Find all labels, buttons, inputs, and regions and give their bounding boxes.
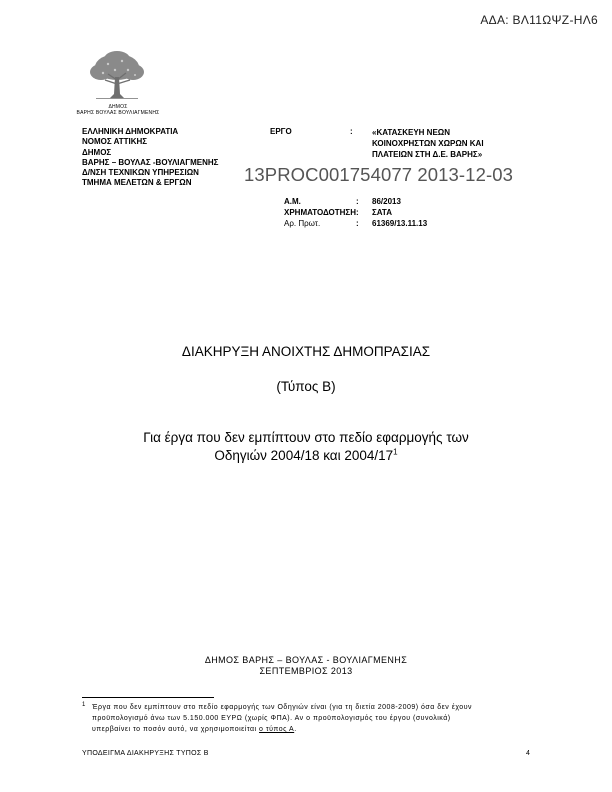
- footnote: [82, 702, 532, 735]
- logo-caption: [66, 104, 170, 116]
- document-title: ΔΙΑΚΗΡΥΞΗ ΑΝΟΙΧΤΗΣ ΔΗΜΟΠΡΑΣΙΑΣ: [181, 344, 431, 359]
- document-type: (Τύπος Β): [276, 379, 336, 394]
- logo-caption-line1: ΔΗΜΟΣ: [108, 104, 128, 110]
- project-label: ΕΡΓΟ: [270, 127, 292, 136]
- authority-line: ΔΗΜΟΣ: [82, 147, 112, 157]
- document-subtitle: [0, 429, 612, 465]
- issuing-authority: [82, 127, 252, 189]
- logo-caption-line2: ΒΑΡΗΣ ΒΟΥΛΑΣ ΒΟΥΛΙΑΓΜΕΝΗΣ: [76, 110, 160, 116]
- page-number: 4: [526, 750, 530, 757]
- meta-key: Αρ. Πρωτ.: [284, 219, 321, 228]
- meta-value: ΣΑΤΑ: [372, 208, 392, 217]
- organization-name: ΔΗΜΟΣ ΒΑΡΗΣ – ΒΟΥΛΑΣ - ΒΟΥΛΙΑΓΜΕΝΗΣ: [204, 655, 408, 665]
- authority-line: ΝΟΜΟΣ ΑΤΤΙΚΗΣ: [82, 137, 148, 147]
- meta-key: Α.Μ.: [284, 197, 301, 206]
- authority-line: ΤΜΗΜΑ ΜΕΛΕΤΩΝ & ΕΡΓΩΝ: [82, 178, 192, 188]
- subtitle-line2-wrap: [0, 447, 612, 465]
- project-colon: :: [350, 127, 353, 136]
- footnote-line: Έργα που δεν εμπίπτουν στο πεδίο εφαρμογής των Οδηγιών είναι (για τη διετία 2008-2009) όσα δεν έχουν: [92, 704, 473, 711]
- project-title-line: ΚΟΙΝΟΧΡΗΣΤΩΝ ΧΩΡΩΝ ΚΑΙ: [372, 139, 484, 148]
- meta-colon: :: [356, 197, 359, 206]
- project-title: [372, 127, 522, 160]
- project-title-line: «ΚΑΤΑΣΚΕΥΗ ΝΕΩΝ: [372, 128, 450, 137]
- footnote-line: προϋπολογισμό άνω των 5.150.000 ΕΥΡΩ (χωρίς ΦΠΑ). Αν ο προϋπολογισμός του έργου (συνολικά): [92, 715, 451, 722]
- authority-line: ΒΑΡΗΣ – ΒΟΥΛΑΣ -ΒΟΥΛΙΑΓΜΕΝΗΣ: [82, 157, 219, 167]
- footnote-number: 1: [82, 702, 86, 708]
- footnote-line3-end: .: [294, 726, 297, 733]
- meta-key: ΧΡΗΜΑΤΟΔΟΤΗΣΗ:: [284, 208, 359, 217]
- project-title-line: ΠΛΑΤΕΙΩΝ ΣΤΗ Δ.Ε. ΒΑΡΗΣ»: [372, 150, 483, 159]
- authority-line: Δ/ΝΣΗ ΤΕΧΝΙΚΩΝ ΥΠΗΡΕΣΙΩΝ: [82, 168, 199, 178]
- organization-block: [0, 655, 612, 677]
- meta-value: 86/2013: [372, 197, 401, 206]
- authority-line: ΕΛΛΗΝΙΚΗ ΔΗΜΟΚΡΑΤΙΑ: [82, 127, 179, 136]
- footnote-line-3: [92, 724, 532, 735]
- document-date: ΣΕΠΤΕΜΒΡΙΟΣ 2013: [259, 666, 353, 676]
- tree-logo-icon: [88, 50, 146, 100]
- subtitle-line1: Για έργα που δεν εμπίπτουν στο πεδίο εφαρμογής των: [143, 430, 469, 445]
- meta-colon: :: [356, 219, 359, 228]
- footnote-divider: [82, 697, 214, 698]
- subtitle-line2: Οδηγιών 2004/18 και 2004/17: [214, 448, 394, 463]
- footer-document-label: ΥΠΟΔΕΙΓΜΑ ΔΙΑΚΗΡΥΞΗΣ ΤΥΠΟΣ Β: [82, 750, 209, 757]
- footnote-line3-text: υπερβαίνει το ποσόν αυτό, να χρησιμοποιείται: [92, 726, 260, 733]
- procurement-stamp: 13PROC001754077 2013-12-03: [244, 164, 513, 185]
- footnote-type-a-reference: ο τύπος Α: [259, 726, 295, 733]
- meta-value: 61369/13.11.13: [372, 219, 428, 228]
- ada-code: ΑΔΑ: ΒΛ11ΩΨΖ-ΗΛ6: [480, 13, 598, 27]
- footnote-ref: 1: [393, 447, 398, 457]
